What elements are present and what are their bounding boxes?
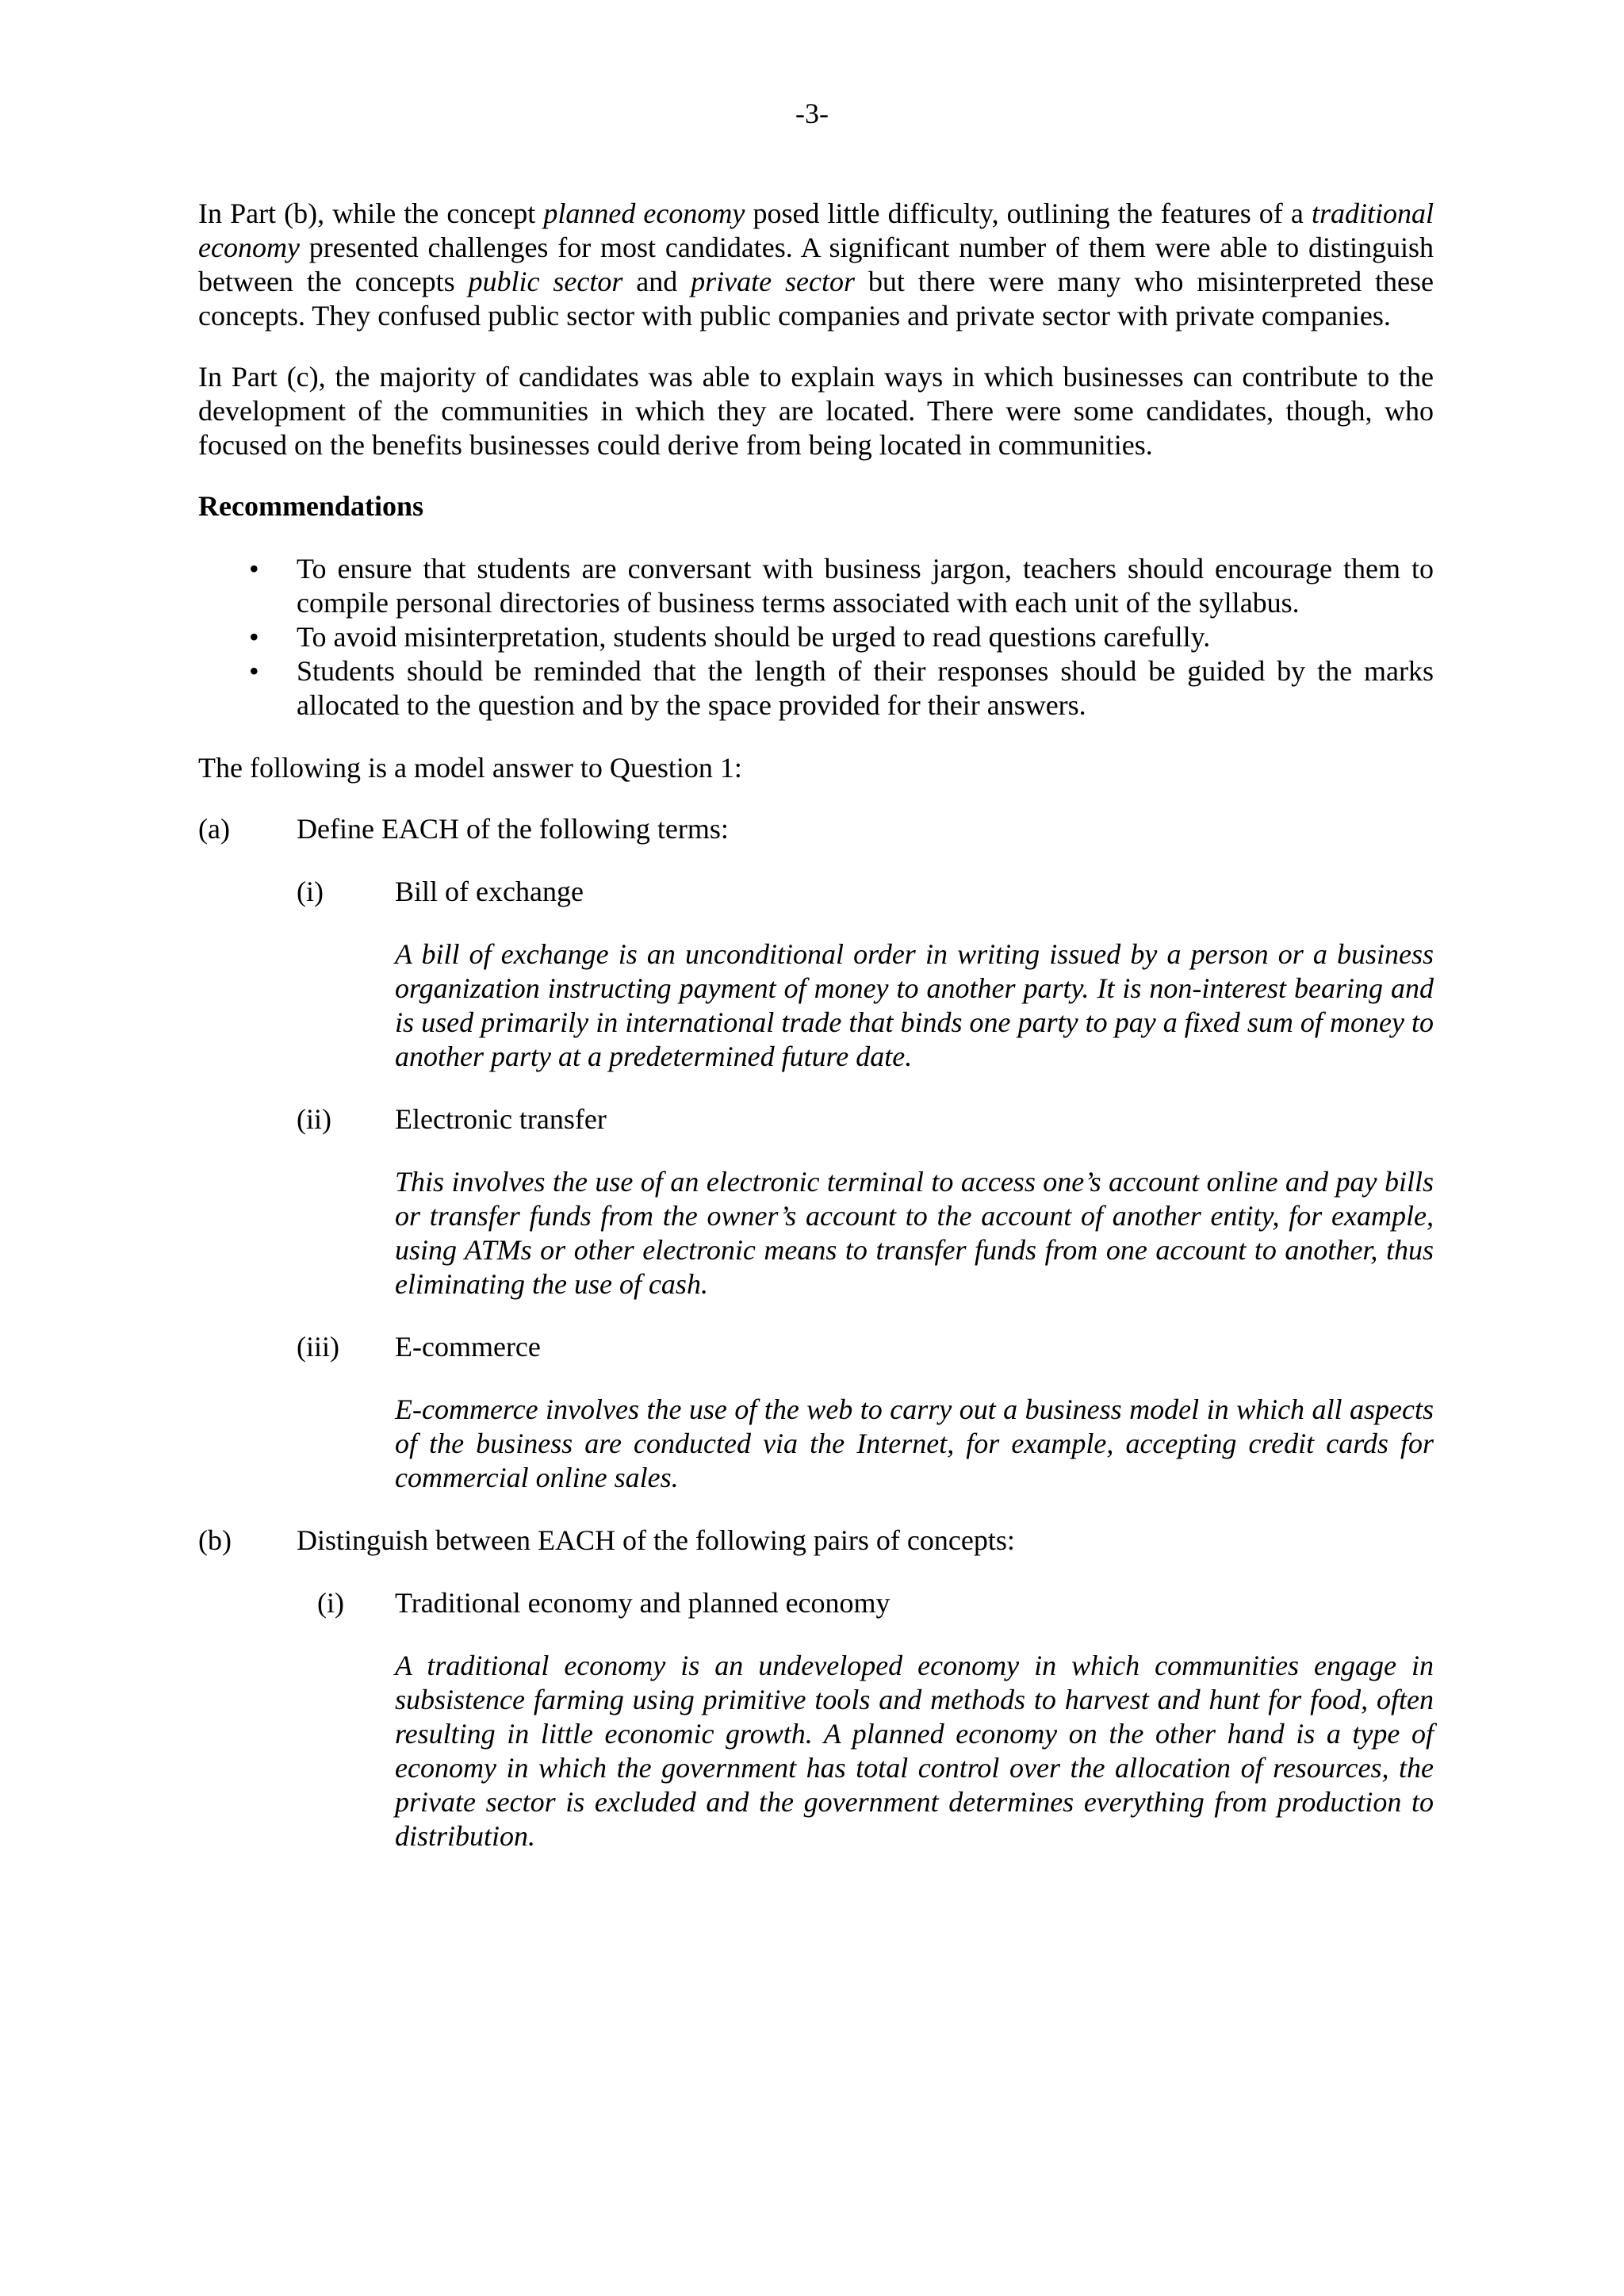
page-content xyxy=(198,197,1434,1882)
recommendation-item xyxy=(198,552,1434,620)
bullet-icon: • xyxy=(249,655,259,687)
model-answer: A traditional economy is an undeveloped economy in which communities engage in subsistence farming using primitive tools and methods to harvest and hunt for food, often resulting in little economic growth. A planned economy on the other hand is a type of economy in which the government has total control over the allocation of resources, the private sector is excluded and the government determines everything from production to distribution. xyxy=(395,1650,1434,1852)
paragraph-part-b xyxy=(198,197,1434,333)
sub-question-term: Bill of exchange xyxy=(395,876,584,907)
text-run: and xyxy=(622,266,691,297)
sub-question xyxy=(198,875,1434,909)
sub-question-term: Traditional economy and planned economy xyxy=(395,1587,891,1619)
sub-question xyxy=(198,1102,1434,1137)
question-label: (b) xyxy=(198,1524,232,1556)
bullet-icon: • xyxy=(249,621,259,653)
paragraph-part-c: In Part (c), the majority of candidates was able to explain ways in which businesses can contribute to the development of the communities in which they are located. There were some candidates, though, who focused on the benefits businesses could derive from being located in communities. xyxy=(198,361,1434,461)
text-run: but there were many who misinterpreted these concepts. They confused public sector with public companies and private sector with private companies. xyxy=(198,266,1434,332)
sub-question-term: Electronic transfer xyxy=(395,1103,607,1135)
sub-question-label: (ii) xyxy=(297,1103,331,1135)
question-label: (a) xyxy=(198,813,230,845)
model-answer: E-commerce involves the use of the web to carry out a business model in which all aspects of the business are conducted via the Internet, for example, accepting credit cards for commercial online sales. xyxy=(395,1393,1434,1493)
question-prompt: Distinguish between EACH of the following pairs of concepts: xyxy=(297,1524,1015,1556)
recommendation-text: To avoid misinterpretation, students should be urged to read questions carefully. xyxy=(297,621,1211,653)
recommendation-item xyxy=(198,654,1434,723)
sub-question-label: (i) xyxy=(317,1587,344,1619)
emphasis-term: planned economy xyxy=(543,197,745,229)
sub-question-term: E-commerce xyxy=(395,1331,541,1363)
model-answer: This involves the use of an electronic terminal to access one’s account online and pay bills or transfer funds from the owner’s account to the account of another entity, for example, using ATMs or other electronic means to transfer funds from one account to another, thus eliminating the use of cash. xyxy=(395,1166,1434,1300)
emphasis-term: traditional economy xyxy=(198,197,1434,263)
text-run: posed little difficulty, outlining the features of a xyxy=(745,197,1312,229)
recommendation-item xyxy=(198,620,1434,654)
recommendations-list xyxy=(198,552,1434,723)
emphasis-term: public sector xyxy=(468,266,623,297)
sub-question xyxy=(198,1330,1434,1364)
text-run: presented challenges for most candidates. A significant number of them were able to distinguish between the concepts xyxy=(198,232,1434,297)
question-a xyxy=(198,812,1434,846)
sub-question-label: (i) xyxy=(297,876,324,907)
sub-question xyxy=(198,1586,1434,1620)
bullet-icon: • xyxy=(249,553,259,585)
text-run: In Part (b), while the concept xyxy=(198,197,544,229)
model-answer: A bill of exchange is an unconditional order in writing issued by a person or a business organization instructing payment of money to another party. It is non-interest bearing and is used primarily in international trade that binds one party to pay a fixed sum of money to another party at a predetermined future date. xyxy=(395,938,1434,1072)
recommendation-text: To ensure that students are conversant with business jargon, teachers should encourage them to compile personal directories of business terms associated with each unit of the syllabus. xyxy=(297,553,1434,619)
page-number: -3- xyxy=(795,98,829,129)
question-prompt: Define EACH of the following terms: xyxy=(297,813,729,845)
question-b xyxy=(198,1524,1434,1558)
emphasis-term: private sector xyxy=(691,266,855,297)
recommendations-heading: Recommendations xyxy=(198,490,423,522)
model-answer-intro: The following is a model answer to Question 1: xyxy=(198,752,742,784)
sub-question-label: (iii) xyxy=(297,1331,339,1363)
recommendation-text: Students should be reminded that the length of their responses should be guided by the marks allocated to the question and by the space provided for their answers. xyxy=(297,655,1434,721)
